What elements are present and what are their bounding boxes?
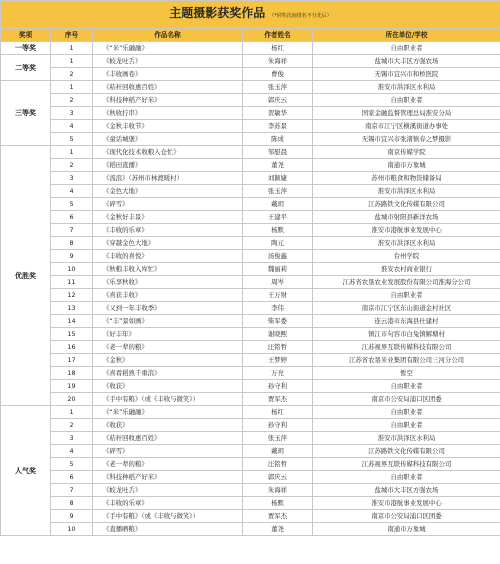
work-title-cell: 《收获》 — [93, 380, 243, 393]
author-cell: 汪铭哲 — [243, 458, 313, 471]
organization-cell: 江苏路铁文化传媒有限公司 — [313, 198, 500, 211]
organization-cell: 南京市公安局浦口区团委 — [313, 393, 500, 406]
serial-number-cell: 7 — [51, 224, 93, 237]
work-title-cell: 《直播晒粮》 — [93, 523, 243, 536]
organization-cell: 江苏省农垦米业集团有限公司三河分公司 — [313, 354, 500, 367]
work-title-cell: 《秋粮丰收入库忙》 — [93, 263, 243, 276]
table-row — [1, 68, 500, 81]
author-cell: 杨红 — [243, 42, 313, 55]
table-row — [1, 367, 500, 380]
table-row — [1, 471, 500, 484]
author-cell: 汤俊鑫 — [243, 250, 313, 263]
serial-number-cell: 1 — [51, 42, 93, 55]
organization-cell: 自由职业者 — [313, 94, 500, 107]
header-row — [1, 29, 500, 42]
organization-cell: 盐城市大丰区方强农场 — [313, 484, 500, 497]
table-row — [1, 510, 500, 523]
work-title-cell: 《碎雪》 — [93, 445, 243, 458]
serial-number-cell: 3 — [51, 107, 93, 120]
author-cell: 周岑 — [243, 276, 313, 289]
author-cell: 邹慰晨 — [243, 146, 313, 159]
work-title-cell: 《金秋好丰景》 — [93, 211, 243, 224]
author-cell: 董尧 — [243, 523, 313, 536]
serial-number-cell: 11 — [51, 276, 93, 289]
table-row — [1, 94, 500, 107]
table-row — [1, 523, 500, 536]
organization-cell: 淮安农村商业银行 — [313, 263, 500, 276]
organization-cell: 自由职业者 — [313, 289, 500, 302]
table-row — [1, 146, 500, 159]
author-cell: 汪铭哲 — [243, 341, 313, 354]
serial-number-cell: 4 — [51, 445, 93, 458]
organization-cell: 南京市江宁区横溪街道办事处 — [313, 120, 500, 133]
table-row — [1, 55, 500, 68]
table-row — [1, 328, 500, 341]
serial-number-cell: 2 — [51, 419, 93, 432]
award-level-cell: 一等奖 — [1, 42, 51, 55]
organization-cell: 江苏省农垦农业发展股份有限公司淮海分公司 — [313, 276, 500, 289]
author-cell: 朱海祥 — [243, 484, 313, 497]
work-title-cell: 《喜获丰收》 — [93, 289, 243, 302]
title-text: 主题摄影获奖作品 — [169, 6, 266, 20]
table-row — [1, 315, 500, 328]
table-row — [1, 354, 500, 367]
organization-cell: 南京市公安局浦口区团委 — [313, 510, 500, 523]
serial-number-cell: 10 — [51, 523, 93, 536]
author-cell: 万亮 — [243, 367, 313, 380]
work-title-cell: 《金秋丰收节》 — [93, 120, 243, 133]
serial-number-cell: 6 — [51, 471, 93, 484]
serial-number-cell: 7 — [51, 484, 93, 497]
author-cell: 张玉萍 — [243, 185, 313, 198]
serial-number-cell: 2 — [51, 159, 93, 172]
author-cell: 杨默 — [243, 497, 313, 510]
serial-number-cell: 5 — [51, 458, 93, 471]
author-cell: 杨红 — [243, 406, 313, 419]
serial-number-cell: 3 — [51, 432, 93, 445]
table-row — [1, 445, 500, 458]
serial-number-cell: 13 — [51, 302, 93, 315]
work-title-cell: 《老一辈的粮》 — [93, 458, 243, 471]
author-cell: 杨默 — [243, 224, 313, 237]
work-title-cell: 《老一辈的粮》 — [93, 341, 243, 354]
organization-cell: 淮安市洪泽区水利局 — [313, 432, 500, 445]
organization-cell: 自由职业者 — [313, 406, 500, 419]
table-row — [1, 159, 500, 172]
table-row — [1, 393, 500, 406]
work-title-cell: 《手中有粮》（或《丰收与微笑》） — [93, 393, 243, 406]
author-cell: 孙守利 — [243, 380, 313, 393]
work-title-cell: 《蛟龙吐舌》 — [93, 484, 243, 497]
work-title-cell: 《秸秆回收惠百姓》 — [93, 432, 243, 445]
serial-number-cell: 5 — [51, 198, 93, 211]
author-cell: 孙守利 — [243, 419, 313, 432]
title-row — [1, 1, 500, 29]
organization-cell: 盐城市射阳县新洋农场 — [313, 211, 500, 224]
author-cell: 贾军杰 — [243, 510, 313, 523]
organization-cell: 南京市江宁区东山街道金村社区 — [313, 302, 500, 315]
work-title-cell: 《穿越金色大地》 — [93, 237, 243, 250]
work-title-cell: 《丰收画卷》 — [93, 68, 243, 81]
work-title-cell: 《乐享秋收》 — [93, 276, 243, 289]
author-cell: 王建平 — [243, 211, 313, 224]
serial-number-cell: 18 — [51, 367, 93, 380]
table-row — [1, 276, 500, 289]
table-row — [1, 198, 500, 211]
award-level-cell: 优胜奖 — [1, 146, 51, 406]
author-cell: 王万财 — [243, 289, 313, 302]
serial-number-cell: 5 — [51, 133, 93, 146]
serial-number-cell: 19 — [51, 380, 93, 393]
serial-number-cell: 20 — [51, 393, 93, 406]
col-header-work: 作品名称 — [93, 29, 243, 42]
table-row — [1, 341, 500, 354]
organization-cell: 自由职业者 — [313, 42, 500, 55]
serial-number-cell: 12 — [51, 289, 93, 302]
col-header-award: 奖项 — [1, 29, 51, 42]
table-row — [1, 224, 500, 237]
table-row — [1, 484, 500, 497]
organization-cell: 淮安市洪泽区水利局 — [313, 237, 500, 250]
author-cell: 魏丽莉 — [243, 263, 313, 276]
work-title-cell: 《流浪》（苏州市林渡暖村） — [93, 172, 243, 185]
table-row — [1, 263, 500, 276]
serial-number-cell: 16 — [51, 341, 93, 354]
author-cell: 郭庆云 — [243, 471, 313, 484]
title-note: （*同奖次间排名不分先后） — [269, 13, 332, 19]
organization-cell: 自由职业者 — [313, 419, 500, 432]
sheet-title — [1, 1, 500, 29]
author-cell: 李伟 — [243, 302, 313, 315]
organization-cell: 自由职业者 — [313, 471, 500, 484]
table-row — [1, 250, 500, 263]
work-title-cell: 《丰收的乐章》 — [93, 224, 243, 237]
work-title-cell: 《收获》 — [93, 419, 243, 432]
table-row — [1, 133, 500, 146]
author-cell: 李苏景 — [243, 120, 313, 133]
serial-number-cell: 1 — [51, 146, 93, 159]
work-title-cell: 《科技种稻产好米》 — [93, 94, 243, 107]
table-row — [1, 211, 500, 224]
author-cell: 戴玥 — [243, 445, 313, 458]
author-cell: 郭庆云 — [243, 94, 313, 107]
organization-cell: 南京传媒学院 — [313, 146, 500, 159]
award-level-cell: 三等奖 — [1, 81, 51, 146]
organization-cell: 国家金融监督管理总局淮安分局 — [313, 107, 500, 120]
organization-cell: 南通市万象城 — [313, 523, 500, 536]
author-cell: 贺敏华 — [243, 107, 313, 120]
table-row — [1, 406, 500, 419]
work-title-cell: 《“丰”景如画》 — [93, 315, 243, 328]
work-title-cell: 《秋收拧串》 — [93, 107, 243, 120]
author-cell: 董尧 — [243, 159, 313, 172]
serial-number-cell: 10 — [51, 263, 93, 276]
serial-number-cell: 2 — [51, 94, 93, 107]
author-cell: 张玉萍 — [243, 432, 313, 445]
organization-cell: 江苏路铁文化传媒有限公司 — [313, 445, 500, 458]
work-title-cell: 《好丰年》 — [93, 328, 243, 341]
organization-cell: 台州学院 — [313, 250, 500, 263]
organization-cell: 无锡市宜兴市和桥医院 — [313, 68, 500, 81]
table-row — [1, 289, 500, 302]
work-title-cell: 《蛟龙吐舌》 — [93, 55, 243, 68]
table-row — [1, 172, 500, 185]
author-cell: 柴军委 — [243, 315, 313, 328]
table-row — [1, 380, 500, 393]
author-cell: 陈成 — [243, 133, 313, 146]
serial-number-cell: 15 — [51, 328, 93, 341]
col-header-org: 所在单位/学校 — [313, 29, 500, 42]
serial-number-cell: 4 — [51, 185, 93, 198]
work-title-cell: 《手中有粮》（或《丰收与微笑》） — [93, 510, 243, 523]
serial-number-cell: 8 — [51, 237, 93, 250]
organization-cell: 自由职业者 — [313, 380, 500, 393]
serial-number-cell: 14 — [51, 315, 93, 328]
table-row — [1, 42, 500, 55]
work-title-cell: 《金秋》 — [93, 354, 243, 367]
work-title-cell: 《秸秆回收惠百姓》 — [93, 81, 243, 94]
organization-cell: 淮安市港航事业发展中心 — [313, 497, 500, 510]
serial-number-cell: 1 — [51, 81, 93, 94]
author-cell: 张玉萍 — [243, 81, 313, 94]
author-cell: 王梦婷 — [243, 354, 313, 367]
work-title-cell: 《碎雪》 — [93, 198, 243, 211]
table-row — [1, 302, 500, 315]
author-cell: 贾军杰 — [243, 393, 313, 406]
work-title-cell: 《丰收的乐章》 — [93, 497, 243, 510]
author-cell: 陶元 — [243, 237, 313, 250]
serial-number-cell: 1 — [51, 406, 93, 419]
serial-number-cell: 2 — [51, 68, 93, 81]
organization-cell: 镇江市句容市白兔镇解塘村 — [313, 328, 500, 341]
author-cell: 戴玥 — [243, 198, 313, 211]
work-title-cell: 《“米”乐融融》 — [93, 406, 243, 419]
table-row — [1, 107, 500, 120]
work-title-cell: 《丰收的喜悦》 — [93, 250, 243, 263]
table-row — [1, 432, 500, 445]
serial-number-cell: 9 — [51, 510, 93, 523]
serial-number-cell: 6 — [51, 211, 93, 224]
serial-number-cell: 8 — [51, 497, 93, 510]
work-title-cell: 《又到一年丰收季》 — [93, 302, 243, 315]
organization-cell: 南通市万象城 — [313, 159, 500, 172]
work-title-cell: 《科技种稻产好米》 — [93, 471, 243, 484]
award-level-cell: 人气奖 — [1, 406, 51, 536]
organization-cell: 盐城市大丰区方强农场 — [313, 55, 500, 68]
author-cell: 刘颖婕 — [243, 172, 313, 185]
work-title-cell: 《金色大地》 — [93, 185, 243, 198]
serial-number-cell: 3 — [51, 172, 93, 185]
organization-cell: 暂空 — [313, 367, 500, 380]
table-row — [1, 81, 500, 94]
table-row — [1, 237, 500, 250]
organization-cell: 江苏视界互联传媒科技有限公司 — [313, 458, 500, 471]
serial-number-cell: 9 — [51, 250, 93, 263]
serial-number-cell: 1 — [51, 55, 93, 68]
organization-cell: 淮安市洪泽区水利局 — [313, 81, 500, 94]
table-row — [1, 185, 500, 198]
work-title-cell: 《童话城堡》 — [93, 133, 243, 146]
serial-number-cell: 4 — [51, 120, 93, 133]
work-title-cell: 《“米”乐融融》 — [93, 42, 243, 55]
table-row — [1, 497, 500, 510]
organization-cell: 江苏视界互联传媒科技有限公司 — [313, 341, 500, 354]
serial-number-cell: 17 — [51, 354, 93, 367]
organization-cell: 淮安市洪泽区水利局 — [313, 185, 500, 198]
col-header-author: 作者姓名 — [243, 29, 313, 42]
col-header-no: 序号 — [51, 29, 93, 42]
table-row — [1, 419, 500, 432]
work-title-cell: 《现代化技术收粮入仓忙》 — [93, 146, 243, 159]
organization-cell: 无锡市宜兴市张渚镇春之梦摄影 — [313, 133, 500, 146]
table-row — [1, 120, 500, 133]
table-row — [1, 458, 500, 471]
work-title-cell: 《喜看稻熟千重浪》 — [93, 367, 243, 380]
work-title-cell: 《稻田直播》 — [93, 159, 243, 172]
author-cell: 曹俊 — [243, 68, 313, 81]
organization-cell: 连云港市东海县仕建村 — [313, 315, 500, 328]
organization-cell: 苏州市粮食和物资储备局 — [313, 172, 500, 185]
author-cell: 谢晓熙 — [243, 328, 313, 341]
award-level-cell: 二等奖 — [1, 55, 51, 81]
author-cell: 朱海祥 — [243, 55, 313, 68]
organization-cell: 淮安市港航事业发展中心 — [313, 224, 500, 237]
